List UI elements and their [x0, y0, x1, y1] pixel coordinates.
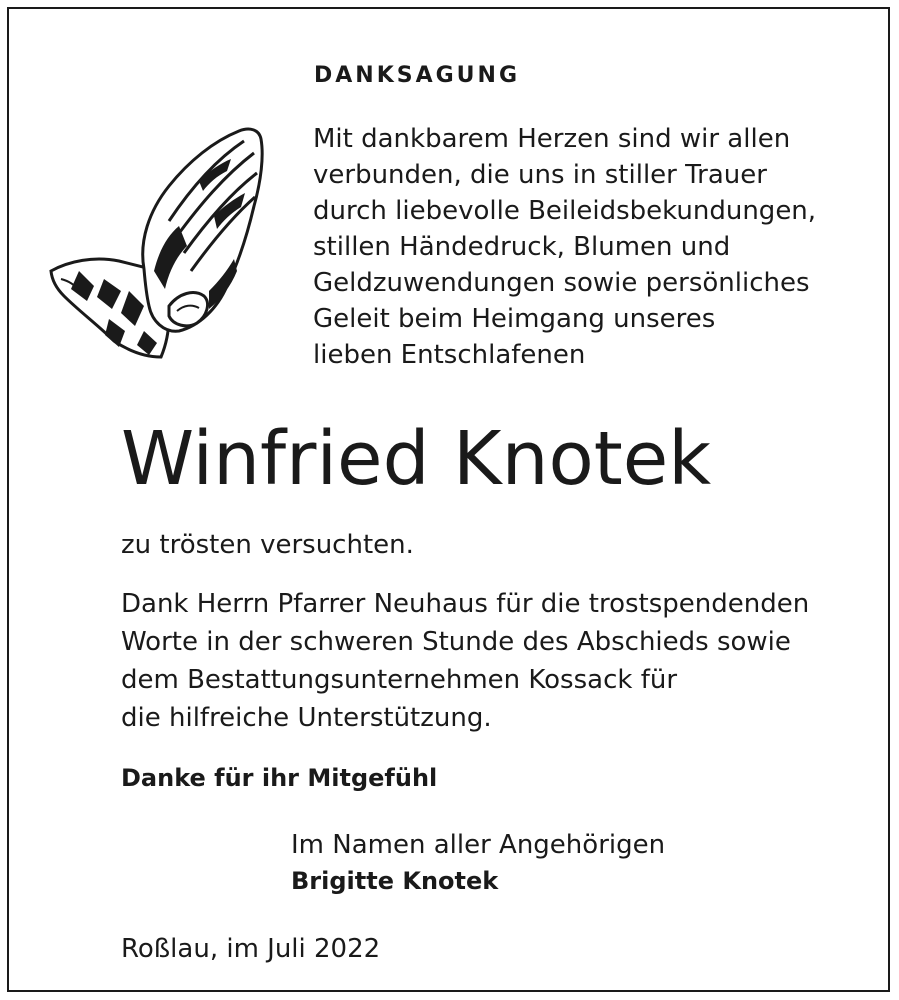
after-name-text: zu trösten versuchten.: [121, 530, 414, 560]
notice-frame: [7, 7, 890, 992]
signature-name: Brigitte Knotek: [291, 867, 499, 895]
place-date: Roßlau, im Juli 2022: [121, 934, 381, 964]
intro-text: Mit dankbarem Herzen sind wir allen verbunden, die uns in stiller Trauer durch liebevolle Beileidsbekundungen, stillen Händedruck, Blumen und Geldzuwendungen sowie persönliches Geleit beim Heimgang unseres lieben Entschlafenen: [313, 124, 817, 370]
deceased-name: Winfried Knotek: [121, 416, 712, 502]
closing-line: Danke für ihr Mitgefühl: [121, 764, 438, 792]
praying-hands-icon: [49, 121, 269, 361]
notice-heading: DANKSAGUNG: [314, 63, 521, 88]
signature-label: Im Namen aller Angehörigen: [291, 830, 666, 860]
thanks-paragraph: Dank Herrn Pfarrer Neuhaus für die trostspendenden Worte in der schweren Stunde des Abschieds sowie dem Bestattungsunternehmen Kossack für die hilfreiche Unterstützung.: [121, 589, 810, 733]
